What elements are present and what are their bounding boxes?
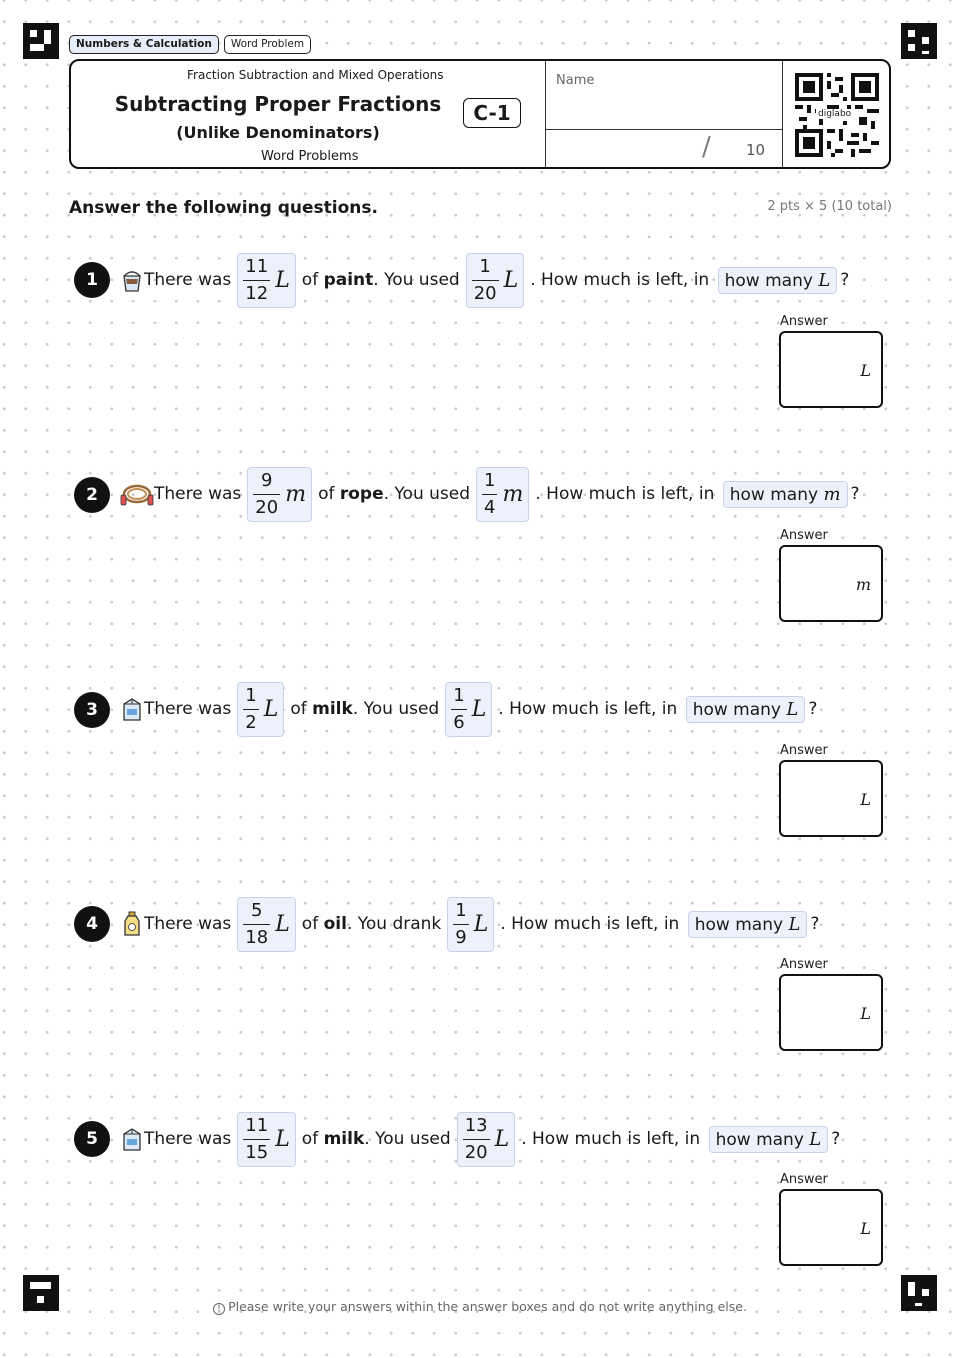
corner-marker-top-right bbox=[901, 23, 937, 59]
name-score-area bbox=[545, 61, 783, 167]
how-many-text: how many bbox=[715, 1129, 804, 1150]
question-text bbox=[120, 896, 819, 952]
question-text bbox=[120, 466, 860, 522]
amount-unit: L bbox=[263, 696, 279, 722]
amount-fraction bbox=[237, 897, 296, 952]
title-paren: (Unlike Denominators) bbox=[176, 123, 380, 142]
answer-box[interactable] bbox=[779, 974, 883, 1051]
text-of: of bbox=[301, 270, 319, 290]
answer-unit: L bbox=[860, 790, 871, 809]
how-many-box bbox=[688, 911, 808, 938]
question-text bbox=[120, 1111, 840, 1167]
used-unit: L bbox=[503, 267, 519, 293]
footer-text: Please write your answers within the answer boxes and do not write anything else. bbox=[228, 1299, 747, 1314]
amount-numerator: 11 bbox=[245, 255, 269, 277]
used-numerator: 1 bbox=[479, 255, 491, 277]
used-denominator: 4 bbox=[484, 496, 496, 518]
answer-box[interactable] bbox=[779, 1189, 883, 1266]
how-many-unit: L bbox=[788, 913, 801, 935]
amount-unit: L bbox=[275, 911, 290, 937]
name-label: Name bbox=[556, 73, 595, 88]
question-mark: ? bbox=[810, 914, 820, 934]
footer-note bbox=[0, 1299, 960, 1315]
header-footer: Word Problems bbox=[261, 149, 359, 164]
text-before: There was bbox=[144, 699, 232, 719]
item-name: milk bbox=[312, 699, 353, 719]
text-used: . You drank bbox=[346, 914, 442, 934]
score-slash: / bbox=[702, 132, 711, 162]
tag-type: Word Problem bbox=[224, 35, 311, 54]
question-number: 2 bbox=[74, 477, 110, 513]
milk-carton-icon bbox=[120, 696, 144, 722]
how-many-box bbox=[686, 696, 806, 723]
amount-denominator: 15 bbox=[245, 1141, 269, 1163]
answer-unit: L bbox=[860, 1004, 871, 1023]
paint-bucket-icon bbox=[120, 267, 144, 293]
how-many-box bbox=[709, 1126, 829, 1153]
rope-icon bbox=[120, 481, 154, 507]
header-divider bbox=[546, 129, 782, 130]
text-after: . How much is left, in bbox=[535, 484, 715, 504]
used-unit: L bbox=[471, 696, 487, 722]
how-many-unit: L bbox=[818, 269, 831, 291]
amount-numerator: 11 bbox=[245, 1114, 269, 1136]
item-name: rope bbox=[339, 484, 384, 504]
how-many-text: how many bbox=[694, 914, 784, 935]
used-denominator: 20 bbox=[473, 282, 497, 304]
answer-label: Answer bbox=[780, 743, 828, 758]
used-fraction bbox=[466, 253, 525, 308]
used-fraction bbox=[476, 467, 529, 522]
answer-unit: L bbox=[860, 361, 871, 380]
amount-numerator: 9 bbox=[261, 469, 273, 491]
answer-label: Answer bbox=[780, 314, 828, 329]
question-number: 4 bbox=[74, 906, 110, 942]
title-main: Subtracting Proper Fractions bbox=[114, 92, 442, 116]
how-many-text: how many bbox=[729, 484, 819, 505]
amount-unit: m bbox=[285, 481, 307, 507]
text-of: of bbox=[318, 484, 335, 504]
text-of: of bbox=[301, 914, 319, 934]
amount-numerator: 5 bbox=[251, 899, 263, 921]
how-many-box bbox=[723, 481, 848, 508]
how-many-box bbox=[718, 267, 838, 294]
used-denominator: 20 bbox=[464, 1141, 488, 1163]
answer-label: Answer bbox=[780, 528, 828, 543]
text-before: There was bbox=[154, 484, 242, 504]
used-fraction bbox=[447, 897, 494, 952]
used-numerator: 1 bbox=[453, 684, 465, 706]
answer-box[interactable] bbox=[779, 545, 883, 622]
corner-marker-top-left bbox=[23, 23, 59, 59]
how-many-unit: L bbox=[786, 698, 799, 720]
text-before: There was bbox=[144, 270, 232, 290]
score-total: 10 bbox=[746, 141, 766, 159]
text-of: of bbox=[301, 1129, 319, 1149]
used-numerator: 13 bbox=[464, 1114, 488, 1136]
amount-fraction bbox=[247, 467, 312, 522]
amount-unit: L bbox=[275, 267, 290, 293]
how-many-unit: L bbox=[809, 1128, 822, 1150]
amount-unit: L bbox=[275, 1126, 290, 1152]
text-before: There was bbox=[144, 1129, 232, 1149]
question-mark: ? bbox=[808, 699, 818, 719]
used-numerator: 1 bbox=[455, 899, 467, 921]
how-many-text: how many bbox=[724, 270, 813, 291]
item-name: milk bbox=[323, 1129, 365, 1149]
page-title bbox=[97, 91, 459, 146]
header-title-area bbox=[71, 61, 545, 167]
text-after: . How much is left, in bbox=[500, 914, 680, 934]
text-before: There was bbox=[144, 914, 232, 934]
answer-box[interactable] bbox=[779, 331, 883, 408]
amount-denominator: 12 bbox=[245, 282, 269, 304]
points-info: 2 pts × 5 (10 total) bbox=[767, 199, 892, 214]
how-many-text: how many bbox=[692, 699, 781, 720]
used-unit: m bbox=[502, 481, 524, 507]
item-name: paint bbox=[323, 270, 374, 290]
answer-unit: L bbox=[860, 1219, 871, 1238]
used-unit: L bbox=[473, 911, 489, 937]
text-after: . How much is left, in bbox=[530, 270, 710, 290]
tag-category: Numbers & Calculation bbox=[69, 35, 219, 54]
text-used: . You used bbox=[373, 270, 460, 290]
used-denominator: 9 bbox=[455, 926, 467, 948]
answer-label: Answer bbox=[780, 1172, 828, 1187]
question-number: 1 bbox=[74, 262, 110, 298]
used-fraction bbox=[457, 1112, 516, 1167]
amount-fraction bbox=[237, 1112, 296, 1167]
text-used: . You used bbox=[352, 699, 440, 719]
question-number: 5 bbox=[74, 1121, 110, 1157]
used-fraction bbox=[445, 682, 492, 737]
used-denominator: 6 bbox=[453, 711, 465, 733]
question-mark: ? bbox=[831, 1129, 841, 1149]
amount-numerator: 1 bbox=[245, 684, 257, 706]
answer-box[interactable] bbox=[779, 760, 883, 837]
amount-fraction bbox=[237, 253, 296, 308]
text-of: of bbox=[290, 699, 307, 719]
oil-bottle-icon bbox=[120, 911, 144, 937]
text-used: . You used bbox=[383, 484, 471, 504]
amount-denominator: 18 bbox=[245, 926, 269, 948]
header-subtitle: Fraction Subtraction and Mixed Operations bbox=[187, 68, 444, 82]
info-icon: ! bbox=[213, 1303, 225, 1315]
answer-unit: m bbox=[855, 575, 871, 594]
amount-denominator: 2 bbox=[245, 711, 257, 733]
worksheet-code: C-1 bbox=[463, 98, 521, 128]
qr-label: diglabo bbox=[818, 109, 852, 119]
question-number: 3 bbox=[74, 692, 110, 728]
used-numerator: 1 bbox=[484, 469, 496, 491]
question-mark: ? bbox=[850, 484, 860, 504]
text-after: . How much is left, in bbox=[498, 699, 678, 719]
text-used: . You used bbox=[364, 1129, 451, 1149]
amount-denominator: 20 bbox=[255, 496, 279, 518]
item-name: oil bbox=[323, 914, 347, 934]
milk-carton-icon bbox=[120, 1126, 144, 1152]
answer-label: Answer bbox=[780, 957, 828, 972]
question-text bbox=[120, 681, 817, 737]
amount-fraction bbox=[237, 682, 284, 737]
text-after: . How much is left, in bbox=[521, 1129, 701, 1149]
question-mark: ? bbox=[840, 270, 850, 290]
question-text bbox=[120, 252, 849, 308]
used-unit: L bbox=[494, 1126, 510, 1152]
category-tags bbox=[69, 35, 311, 54]
worksheet-header bbox=[69, 59, 891, 169]
how-many-unit: m bbox=[823, 483, 841, 505]
instructions: Answer the following questions. bbox=[69, 198, 378, 218]
